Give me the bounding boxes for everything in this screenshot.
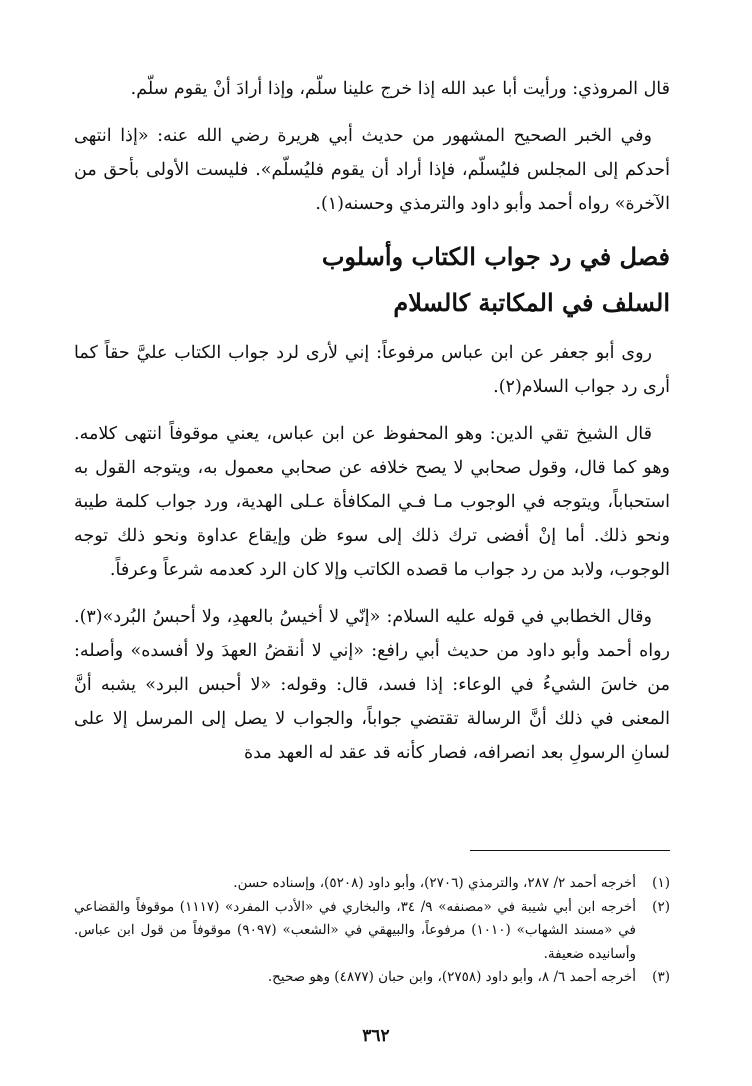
section-heading — [74, 234, 670, 326]
footnote-1 — [74, 872, 670, 896]
footnote-text: أخرجه ابن أبي شيبة في «مصنفه» ٩/ ٣٤، والبخاري في «الأدب المفرد» (١١١٧) موقوفاً والقضاعي في «مسند الشهاب» (١٠١٠) مرفوعاً، والبيهقي في «الشعب» (٩٠٩٧) موقوفاً من قول ابن عباس. وأسانيده ضعيفة. — [74, 898, 637, 962]
footnote-3 — [74, 966, 670, 990]
paragraph-abu-hurayra-hadith: وفي الخبر الصحيح المشهور من حديث أبي هريرة رضي الله عنه: «إذا انتهى أحدكم إلى المجلس فليُسلّم، فإذا أراد أن يقوم فليُسلّم». فليست الأولى بأحق من الآخرة» رواه أحمد وأبو داود والترمذي وحسنه(١). — [74, 126, 670, 214]
footnote-text: أخرجه أحمد ٢/ ٢٨٧، والترمذي (٢٧٠٦)، وأبو داود (٥٢٠٨)، وإسناده حسن. — [233, 875, 636, 891]
section-heading-line-2: السلف في المكاتبة كالسلام — [393, 288, 670, 317]
paragraph-khattabi: وقال الخطابي في قوله عليه السلام: «إنّي لا أخيسُ بالعهدِ، ولا أحبسُ البُرد»(٣). رواه أحمد وأبو داود من حديث أبي رافع: «إني لا أنقضُ العهدَ ولا أفسده» وأصله: من خاسَ الشيءُ في الوعاء: إذا فسد، قال: وقوله: «لا أحبس البرد» يشبه أنَّ المعنى في ذلك أنَّ الرسالة تقتضي جواباً، والجواب لا يصل إلى المرسل إلا على لسانِ الرسولِ بعد انصرافه، فصار كأنه قد عقد له العهد مدة — [74, 607, 670, 763]
footnote-text: أخرجه أحمد ٦/ ٨، وأبو داود (٢٧٥٨)، وابن حبان (٤٨٧٧) وهو صحيح. — [267, 969, 636, 985]
footnote-number: (١) — [652, 875, 670, 891]
paragraph-marwazi: قال المروذي: ورأيت أبا عبد الله إذا خرج علينا سلّم، وإذا أرادَ أنْ يقوم سلّم. — [130, 79, 670, 99]
footnote-2 — [74, 896, 670, 967]
footnote-number: (٢) — [652, 898, 670, 915]
footnote-number: (٣) — [652, 969, 670, 985]
section-heading-line-1: فصل في رد جواب الكتاب وأسلوب — [321, 242, 670, 271]
footnotes — [74, 872, 670, 990]
page-number: ٣٦٢ — [362, 1026, 390, 1046]
paragraph-ibn-abbas: روى أبو جعفر عن ابن عباس مرفوعاً: إني لأرى لرد جواب الكتاب عليَّ حقاً كما أرى رد جواب السلام(٢). — [74, 343, 670, 397]
paragraph-taqi-al-din: قال الشيخ تقي الدين: وهو المحفوظ عن ابن عباس، يعني موقوفاً انتهى كلامه. وهو كما قال، وقول صحابي لا يصح خلافه عن صحابي معمول به، ويتوجه القول به استحباباً، ويتوجه في الوجوب مـا فـي المكافأة عـلى الهدية، ورد جواب كلمة طيبة ونحو ذلك. أما إنْ أفضى ترك ذلك إلى سوء ظن وإيقاع عداوة ونحو ذلك توجه الوجوب، ولابد من رد جواب ما قصده الكاتب وإلا كان الرد كعدمه شرعاً وعرفاً. — [74, 424, 670, 580]
footnote-divider — [470, 850, 670, 851]
main-text — [74, 72, 670, 783]
